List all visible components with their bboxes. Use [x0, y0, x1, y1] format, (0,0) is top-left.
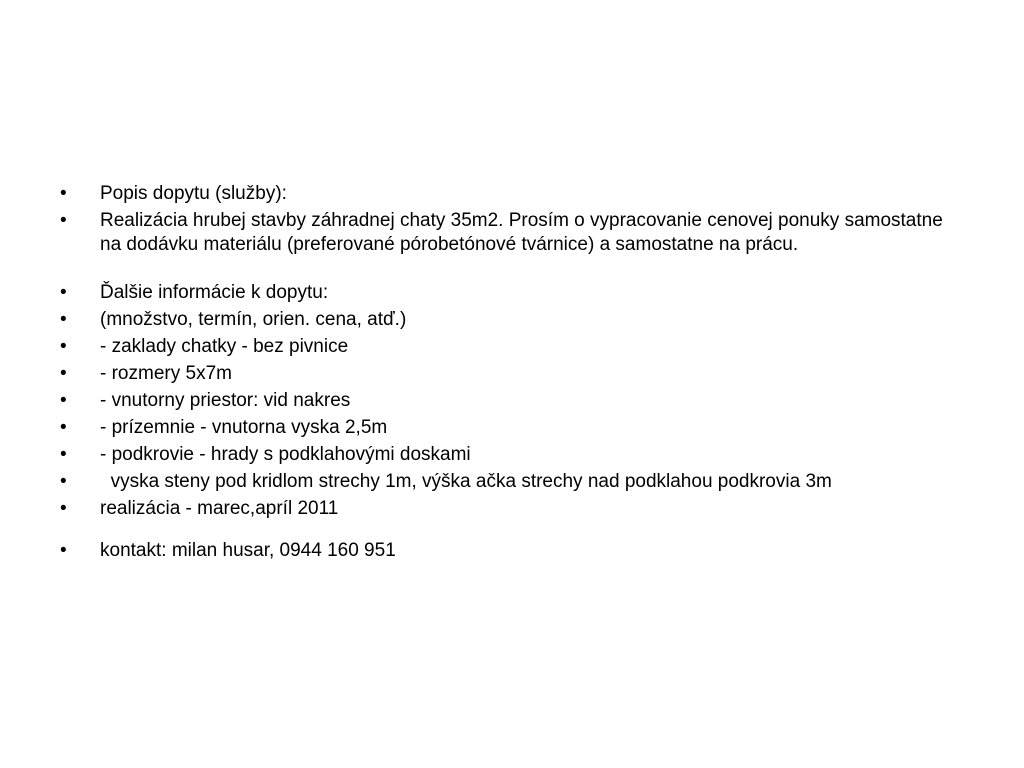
list-item-text: (množstvo, termín, orien. cena, atď.) [100, 309, 407, 330]
list-item [60, 470, 960, 494]
bullet-icon: • [60, 282, 67, 303]
list-item [60, 389, 960, 413]
bullet-icon: • [60, 210, 67, 231]
list-item-text: - podkrovie - hrady s podklahovými doskami [100, 444, 471, 465]
list-item-text: realizácia - marec,apríl 2011 [100, 498, 339, 519]
list-item-text: - rozmery 5x7m [100, 363, 232, 384]
list-item [60, 443, 960, 467]
list-item [60, 539, 960, 563]
list-item [60, 182, 960, 206]
bullet-icon: • [60, 444, 67, 465]
list-item [60, 416, 960, 440]
bullet-list [60, 182, 960, 566]
bullet-icon: • [60, 417, 67, 438]
list-item [60, 281, 960, 305]
list-item [60, 362, 960, 386]
list-item-text: - zaklady chatky - bez pivnice [100, 336, 349, 357]
list-item-text: Ďalšie informácie k dopytu: [100, 282, 329, 303]
list-item-text: kontakt: milan husar, 0944 160 951 [100, 540, 396, 561]
list-item-text: vyska steny pod kridlom strechy 1m, výška ačka strechy nad podklahou podkrovia 3m [100, 471, 832, 492]
list-item-text: Realizácia hrubej stavby záhradnej chaty 35m2. Prosím o vypracovanie cenovej ponuky samostatne na dodávku materiálu (preferované pórobetónové tvárnice) a samostatne na prácu. [100, 210, 949, 255]
bullet-icon: • [60, 183, 67, 204]
list-item [60, 308, 960, 332]
bullet-icon: • [60, 471, 67, 492]
bullet-icon: • [60, 540, 67, 561]
bullet-icon: • [60, 336, 67, 357]
bullet-icon: • [60, 309, 67, 330]
list-item-text: - vnutorny priestor: vid nakres [100, 390, 351, 411]
bullet-icon: • [60, 390, 67, 411]
bullet-icon: • [60, 498, 67, 519]
list-item-text: Popis dopytu (služby): [100, 183, 287, 204]
bullet-icon: • [60, 363, 67, 384]
list-item [60, 335, 960, 359]
list-item [60, 209, 960, 257]
list-item-text: - prízemnie - vnutorna vyska 2,5m [100, 417, 388, 438]
list-item [60, 497, 960, 521]
